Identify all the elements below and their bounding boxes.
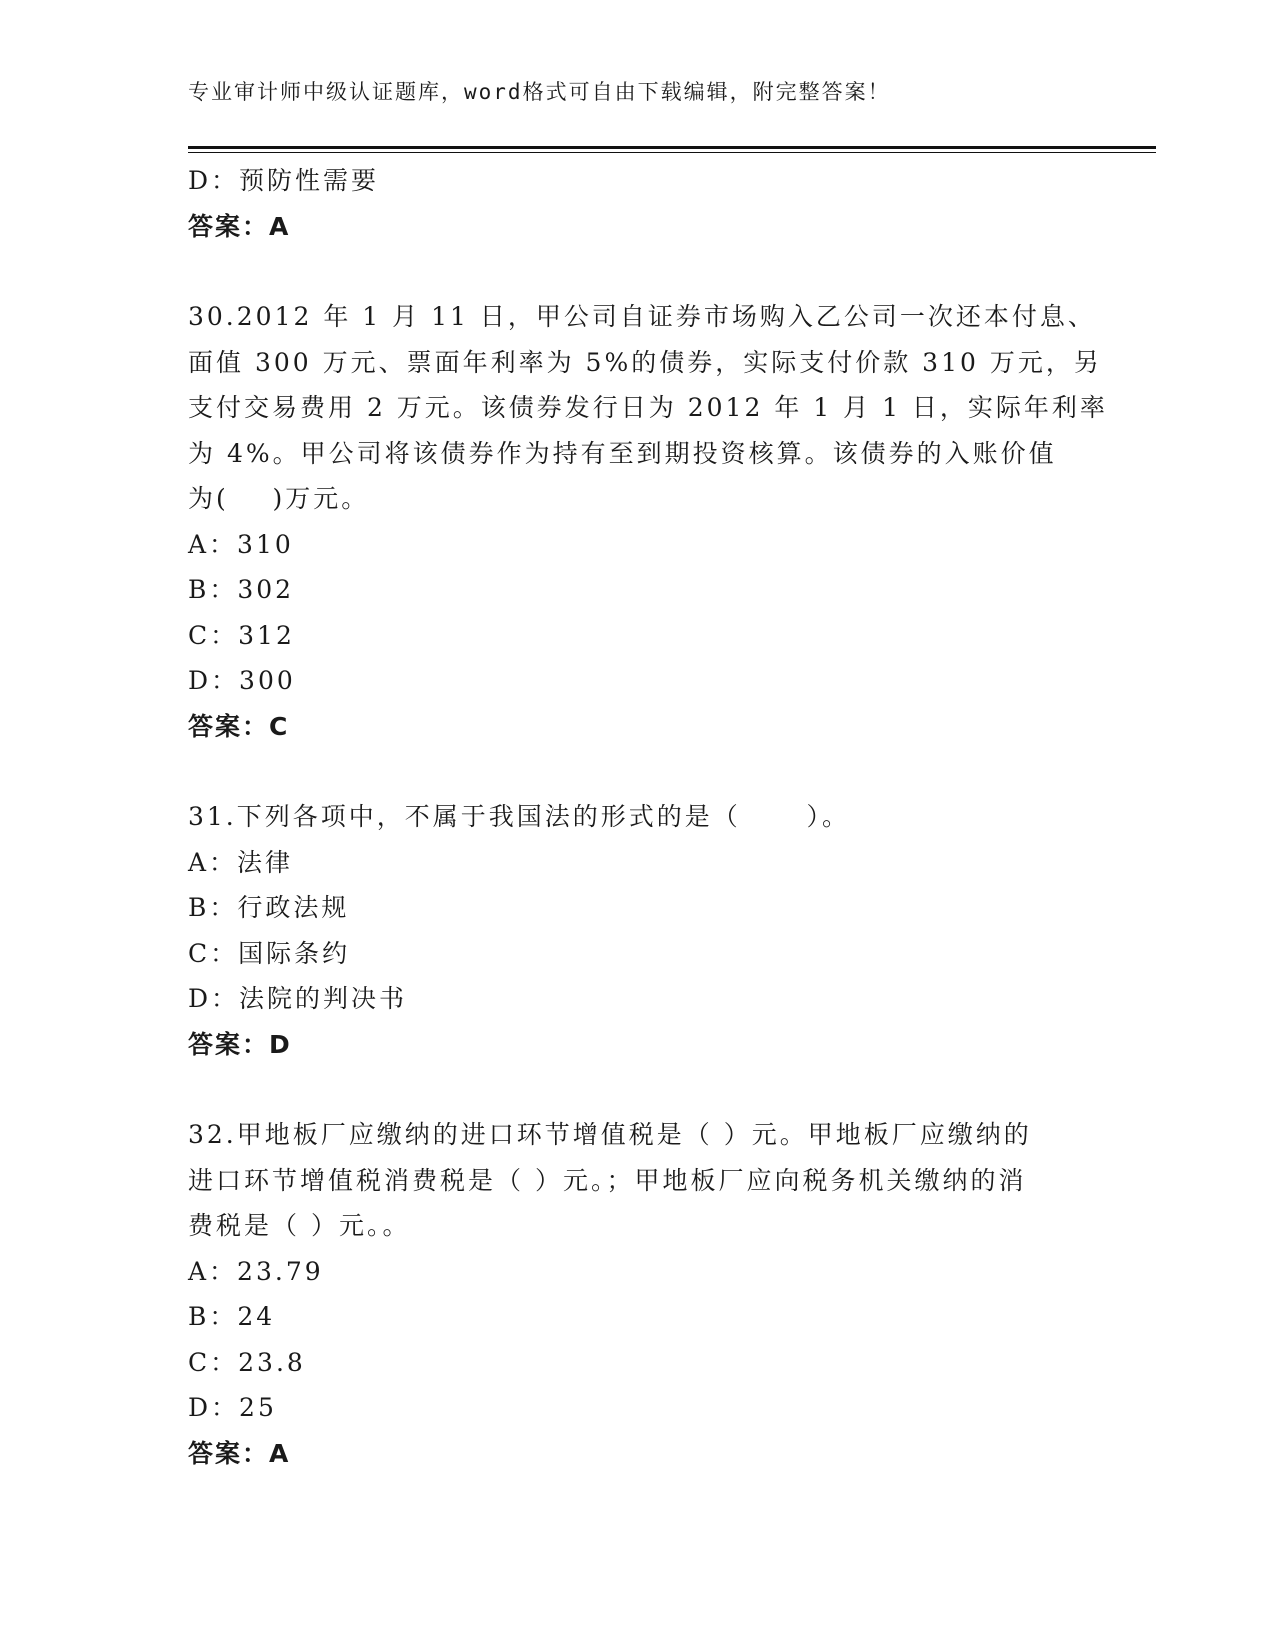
- question-31-answer: 答案：D: [188, 1029, 292, 1059]
- question-31-option-d: D：法院的判决书: [188, 984, 408, 1013]
- question-30-option-a: A：310: [188, 529, 294, 559]
- question-32-line: 32.甲地板厂应缴纳的进口环节增值税是（ ）元。甲地板厂应缴纳的: [188, 1120, 1032, 1149]
- spacer: [188, 1067, 1078, 1112]
- question-31: [188, 794, 1078, 1067]
- question-30-line: 为 4%。甲公司将该债券作为持有至到期投资核算。该债券的入账价值: [188, 438, 1057, 468]
- question-32-line: 费税是（ ）元。。: [188, 1211, 411, 1240]
- question-30: [188, 294, 1108, 749]
- spacer: [188, 249, 1078, 294]
- question-31-option-c: C：国际条约: [188, 938, 351, 968]
- header-divider-thin: [188, 152, 1156, 153]
- question-content: [188, 158, 1108, 1476]
- question-32-line: 进口环节增值税消费税是（ ）元。；甲地板厂应向税务机关缴纳的消: [188, 1165, 1027, 1195]
- question-31-option-a: A：法律: [188, 847, 294, 877]
- question-30-answer: 答案：C: [188, 711, 290, 741]
- page-header: 专业审计师中级认证题库，word格式可自由下载编辑，附完整答案！: [188, 80, 891, 104]
- question-30-option-b: B：302: [188, 575, 295, 604]
- question-30-line: 为( )万元。: [188, 484, 370, 513]
- question-31-text: 31.下列各项中，不属于我国法的形式的是（ ）。: [188, 802, 850, 831]
- question-30-option-c: C：312: [188, 620, 295, 650]
- question-32-answer: 答案：A: [188, 1438, 291, 1468]
- question-30-line: 支付交易费用 2 万元。该债券发行日为 2012 年 1 月 1 日，实际年利率: [188, 393, 1108, 422]
- question-31-option-b: B：行政法规: [188, 893, 350, 922]
- question-30-line: 30.2012 年 1 月 11 日，甲公司自证券市场购入乙公司一次还本付息、: [188, 302, 1096, 331]
- question-30-line: 面值 300 万元、票面年利率为 5%的债券，实际支付价款 310 万元，另: [188, 347, 1102, 377]
- question-30-option-d: D：300: [188, 666, 296, 695]
- spacer: [188, 749, 1078, 794]
- question-32-option-b: B：24: [188, 1302, 276, 1331]
- prev-answer: 答案：A: [188, 211, 291, 241]
- question-32-option-a: A：23.79: [188, 1256, 324, 1286]
- question-32-option-c: C：23.8: [188, 1347, 306, 1377]
- question-32-option-d: D：25: [188, 1393, 277, 1422]
- prev-option-d: D：预防性需要: [188, 166, 380, 195]
- header-divider-thick: [188, 146, 1156, 149]
- question-32: [188, 1112, 1078, 1476]
